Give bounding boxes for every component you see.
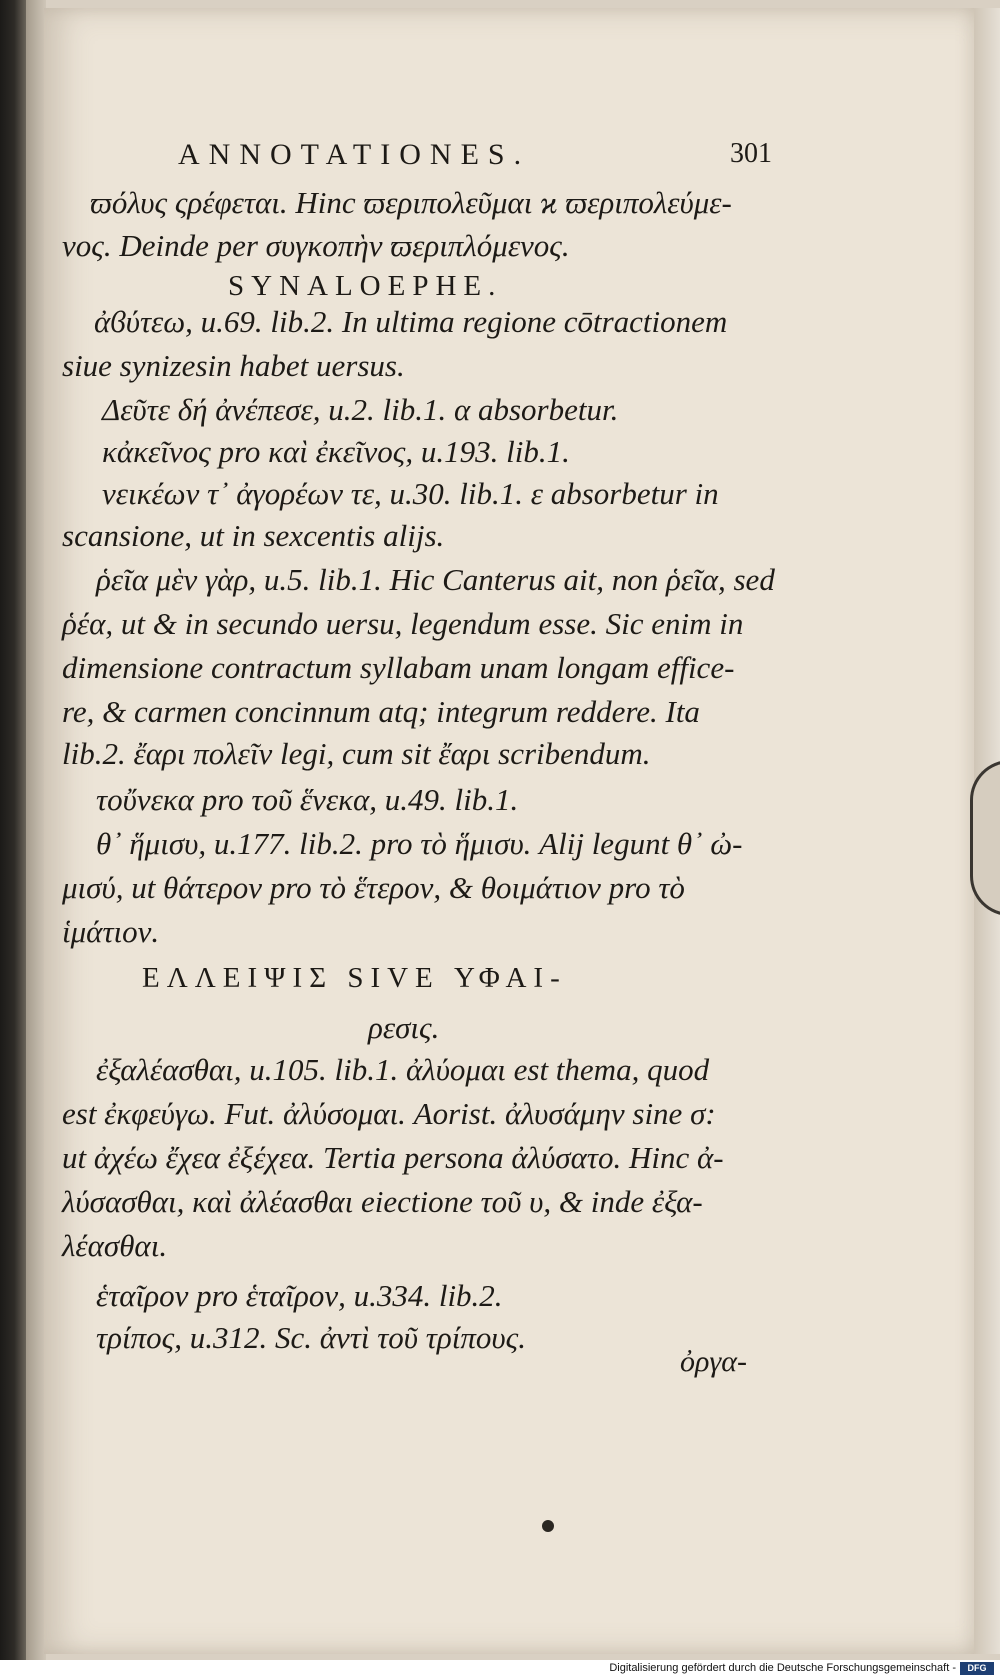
page-number: 301	[730, 138, 772, 169]
text-line: νος. Deinde per συγκοπὴν ϖεριπλόμενος.	[62, 228, 570, 263]
dfg-logo: DFG	[960, 1662, 994, 1675]
text-line: λύσασθαι, καὶ ἀλέασθαι eiectione τοῦ υ, & inde ἐξα-	[62, 1184, 703, 1219]
page-clip	[970, 760, 1000, 916]
text-line: κἀκεῖνος pro καὶ ἐκεῖνος, u.193. lib.1.	[102, 434, 570, 469]
text-line: re, & carmen concinnum atq; integrum reddere. Ita	[62, 694, 700, 729]
text-line: νεικέων τ᾽ ἀγορέων τε, u.30. lib.1. ε absorbetur in	[102, 476, 719, 511]
text-line: τοὔνεκα pro τοῦ ἕνεκα, u.49. lib.1.	[96, 782, 519, 817]
text-line: ἑταῖρον pro ἑταῖρον, u.334. lib.2.	[96, 1278, 503, 1313]
text-line: ῥεῖα μὲν γὰρ, u.5. lib.1. Hic Canterus ait, non ῥεῖα, sed	[96, 562, 775, 597]
section-heading: ΕΛΛΕΙΨΙΣ SIVE ΥΦΑΙ-	[142, 962, 567, 994]
book-binding	[0, 0, 26, 1660]
text-line: μισύ, ut θάτερον pro τὸ ἕτερον, & θοιμάτιον pro τὸ	[62, 870, 685, 905]
catchword: ὀργα-	[680, 1345, 747, 1378]
text-line: lib.2. ἔαρι πολεῖν legi, cum sit ἔαρι scribendum.	[62, 736, 651, 771]
text-line: ἐξαλέασθαι, u.105. lib.1. ἀλύομαι est thema, quod	[96, 1052, 710, 1087]
previous-page-edge	[26, 0, 46, 1660]
text-line: ἱμάτιον.	[62, 914, 160, 949]
text-line: ρεσις.	[368, 1010, 440, 1045]
text-line: ϖόλυς ςρέφεται. Hinc ϖεριπολεῦμαι ϰ ϖεριπολεύμε-	[90, 185, 732, 220]
text-line: dimensione contractum syllabam unam longam effice-	[62, 650, 735, 685]
text-line: Δεῦτε δή ἀνέπεσε, u.2. lib.1. α absorbetur.	[102, 392, 619, 427]
text-line: λέασθαι.	[62, 1228, 168, 1263]
running-head: ANNOTATIONES.	[178, 138, 531, 171]
text-line: ἀϐύτεω, u.69. lib.2. In ultima regione cōtractionem	[94, 304, 728, 339]
text-line: scansione, ut in sexcentis alijs.	[62, 518, 445, 553]
text-line: ut ἀχέω ἔχεα ἐξέχεα. Tertia persona ἀλύσατο. Hinc ἀ-	[62, 1140, 724, 1175]
text-line: siue synizesin habet uersus.	[62, 348, 405, 383]
ornament-dot	[542, 1520, 554, 1532]
funding-credit: Digitalisierung gefördert durch die Deutsche Forschungsgemeinschaft -	[609, 1662, 956, 1674]
text-line: τρίπος, u.312. Sc. ἀντὶ τοῦ τρίπους.	[96, 1320, 526, 1355]
footer-bar	[0, 1660, 1000, 1678]
text-line: est ἐκφεύγω. Fut. ἀλύσομαι. Aorist. ἀλυσάμην sine σ:	[62, 1096, 716, 1131]
section-heading: SYNALOEPHE.	[228, 270, 503, 302]
text-line: ῥέα, ut & in secundo uersu, legendum esse. Sic enim in	[62, 606, 744, 641]
text-line: θ᾽ ἥμισυ, u.177. lib.2. pro τὸ ἥμισυ. Alij legunt θ᾽ ὠ-	[96, 826, 743, 861]
